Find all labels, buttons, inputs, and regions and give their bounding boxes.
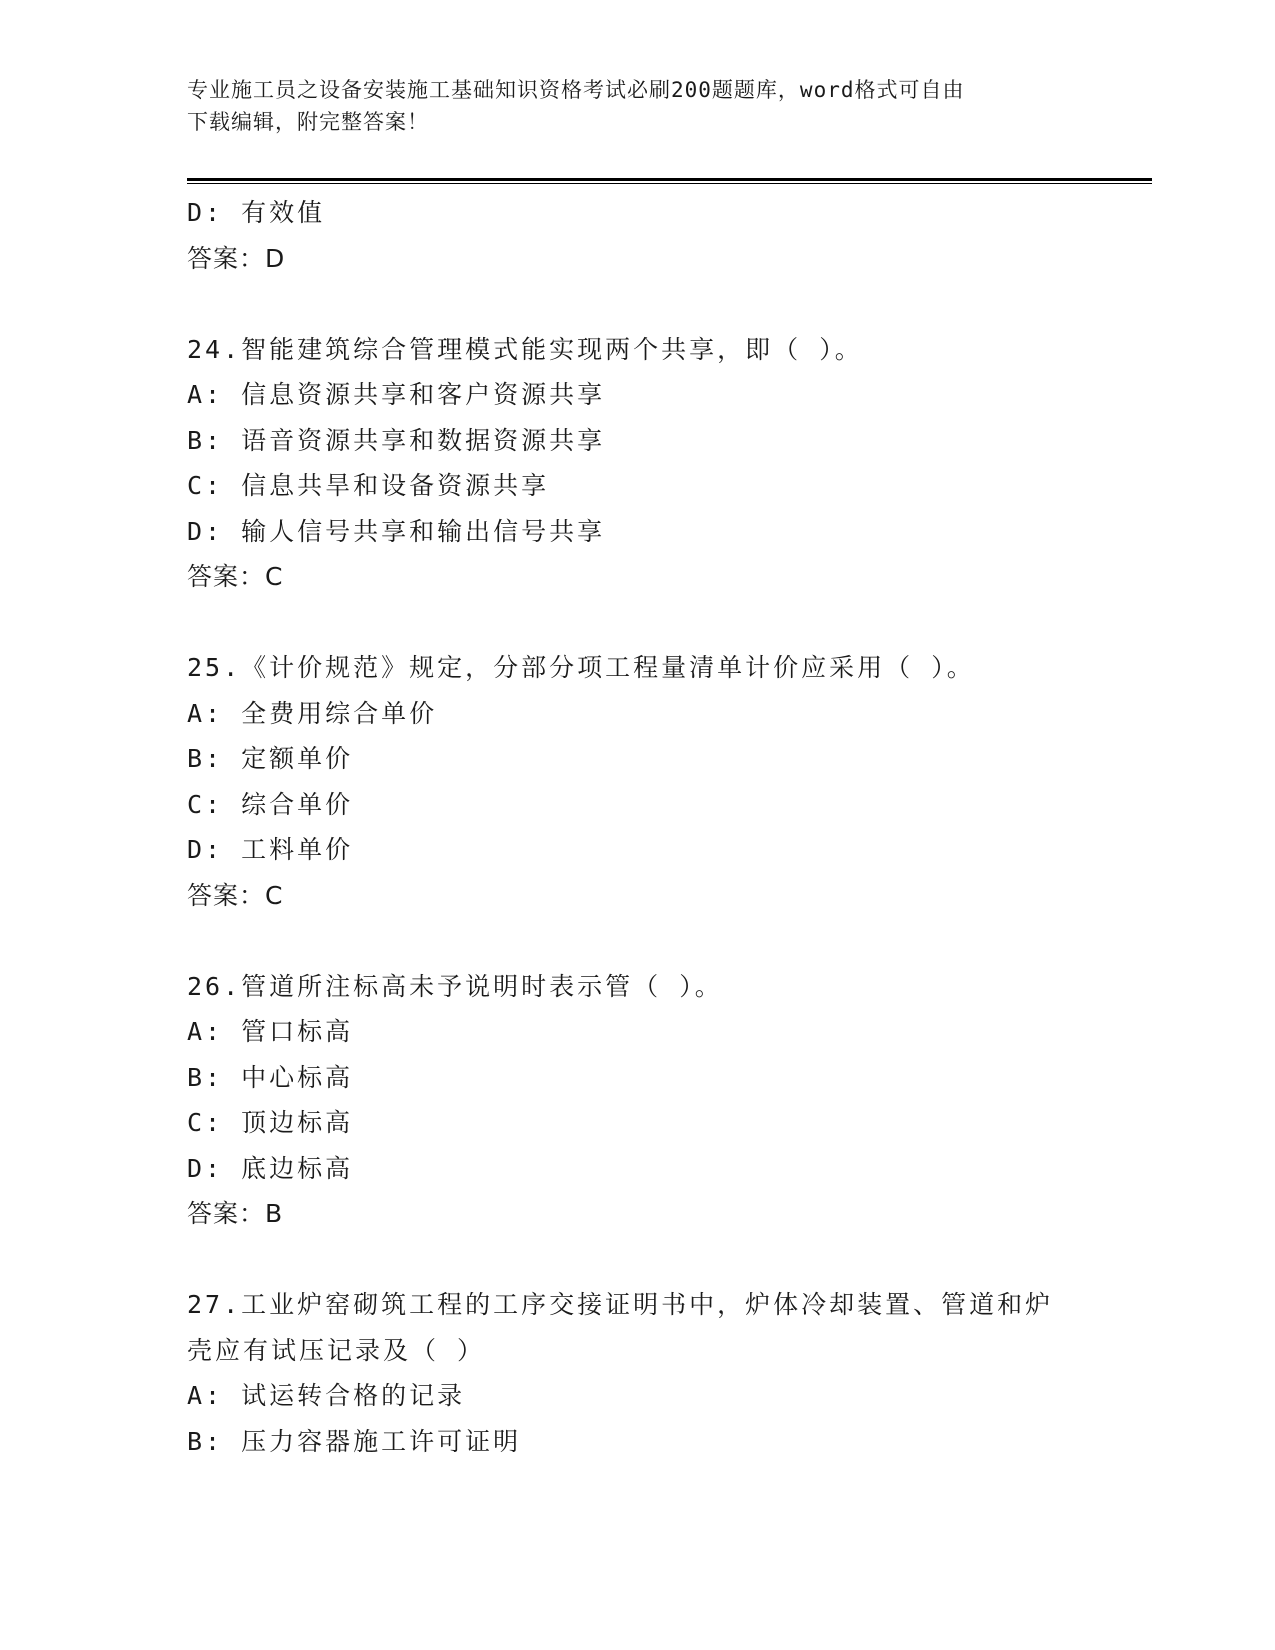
answer: 答案：C	[187, 562, 284, 591]
answer: 答案：C	[187, 880, 284, 910]
option-a: A: 试运转合格的记录	[187, 1381, 466, 1410]
option-c: C: 顶边标高	[187, 1108, 354, 1137]
question-stem: 24.智能建筑综合管理模式能实现两个共享，即（ ）。	[187, 334, 863, 364]
option-d: D: 有效值	[187, 198, 326, 227]
previous-question-tail	[187, 190, 1137, 281]
question-26	[187, 964, 1137, 1237]
answer: 答案：B	[187, 1199, 284, 1228]
option-a: A: 信息资源共享和客户资源共享	[187, 380, 606, 409]
option-a: A: 全费用综合单价	[187, 698, 438, 728]
option-b: B: 压力容器施工许可证明	[187, 1426, 522, 1456]
answer: 答案：D	[187, 243, 286, 273]
option-d: D: 输人信号共享和输出信号共享	[187, 516, 606, 546]
option-b: B: 定额单价	[187, 744, 354, 773]
option-d: D: 底边标高	[187, 1153, 354, 1183]
option-a: A: 管口标高	[187, 1017, 354, 1046]
header-line-2: 下载编辑，附完整答案！	[187, 110, 429, 134]
question-stem-line-1: 27.工业炉窑砌筑工程的工序交接证明书中，炉体冷却装置、管道和炉	[187, 1290, 1054, 1319]
question-25	[187, 645, 1137, 918]
document-header	[187, 74, 1087, 138]
question-stem-line-2: 壳应有试压记录及（ ）	[187, 1335, 486, 1365]
spacer	[187, 1237, 1137, 1283]
spacer	[187, 600, 1137, 646]
question-27	[187, 1282, 1137, 1464]
option-c: C: 信息共旱和设备资源共享	[187, 471, 550, 500]
question-list	[187, 190, 1137, 1464]
header-line-1: 专业施工员之设备安装施工基础知识资格考试必刷200题题库，word格式可自由	[187, 78, 965, 102]
option-d: D: 工料单价	[187, 835, 354, 864]
question-stem: 25.《计价规范》规定，分部分项工程量清单计价应采用（ ）。	[187, 653, 975, 682]
option-c: C: 综合单价	[187, 789, 354, 819]
spacer	[187, 281, 1137, 327]
question-stem: 26.管道所注标高未予说明时表示管（ ）。	[187, 971, 723, 1001]
spacer	[187, 918, 1137, 964]
option-b: B: 中心标高	[187, 1062, 354, 1092]
question-24	[187, 327, 1137, 600]
header-divider-thin	[187, 183, 1152, 184]
option-b: B: 语音资源共享和数据资源共享	[187, 425, 606, 455]
header-divider-thick	[187, 178, 1152, 181]
